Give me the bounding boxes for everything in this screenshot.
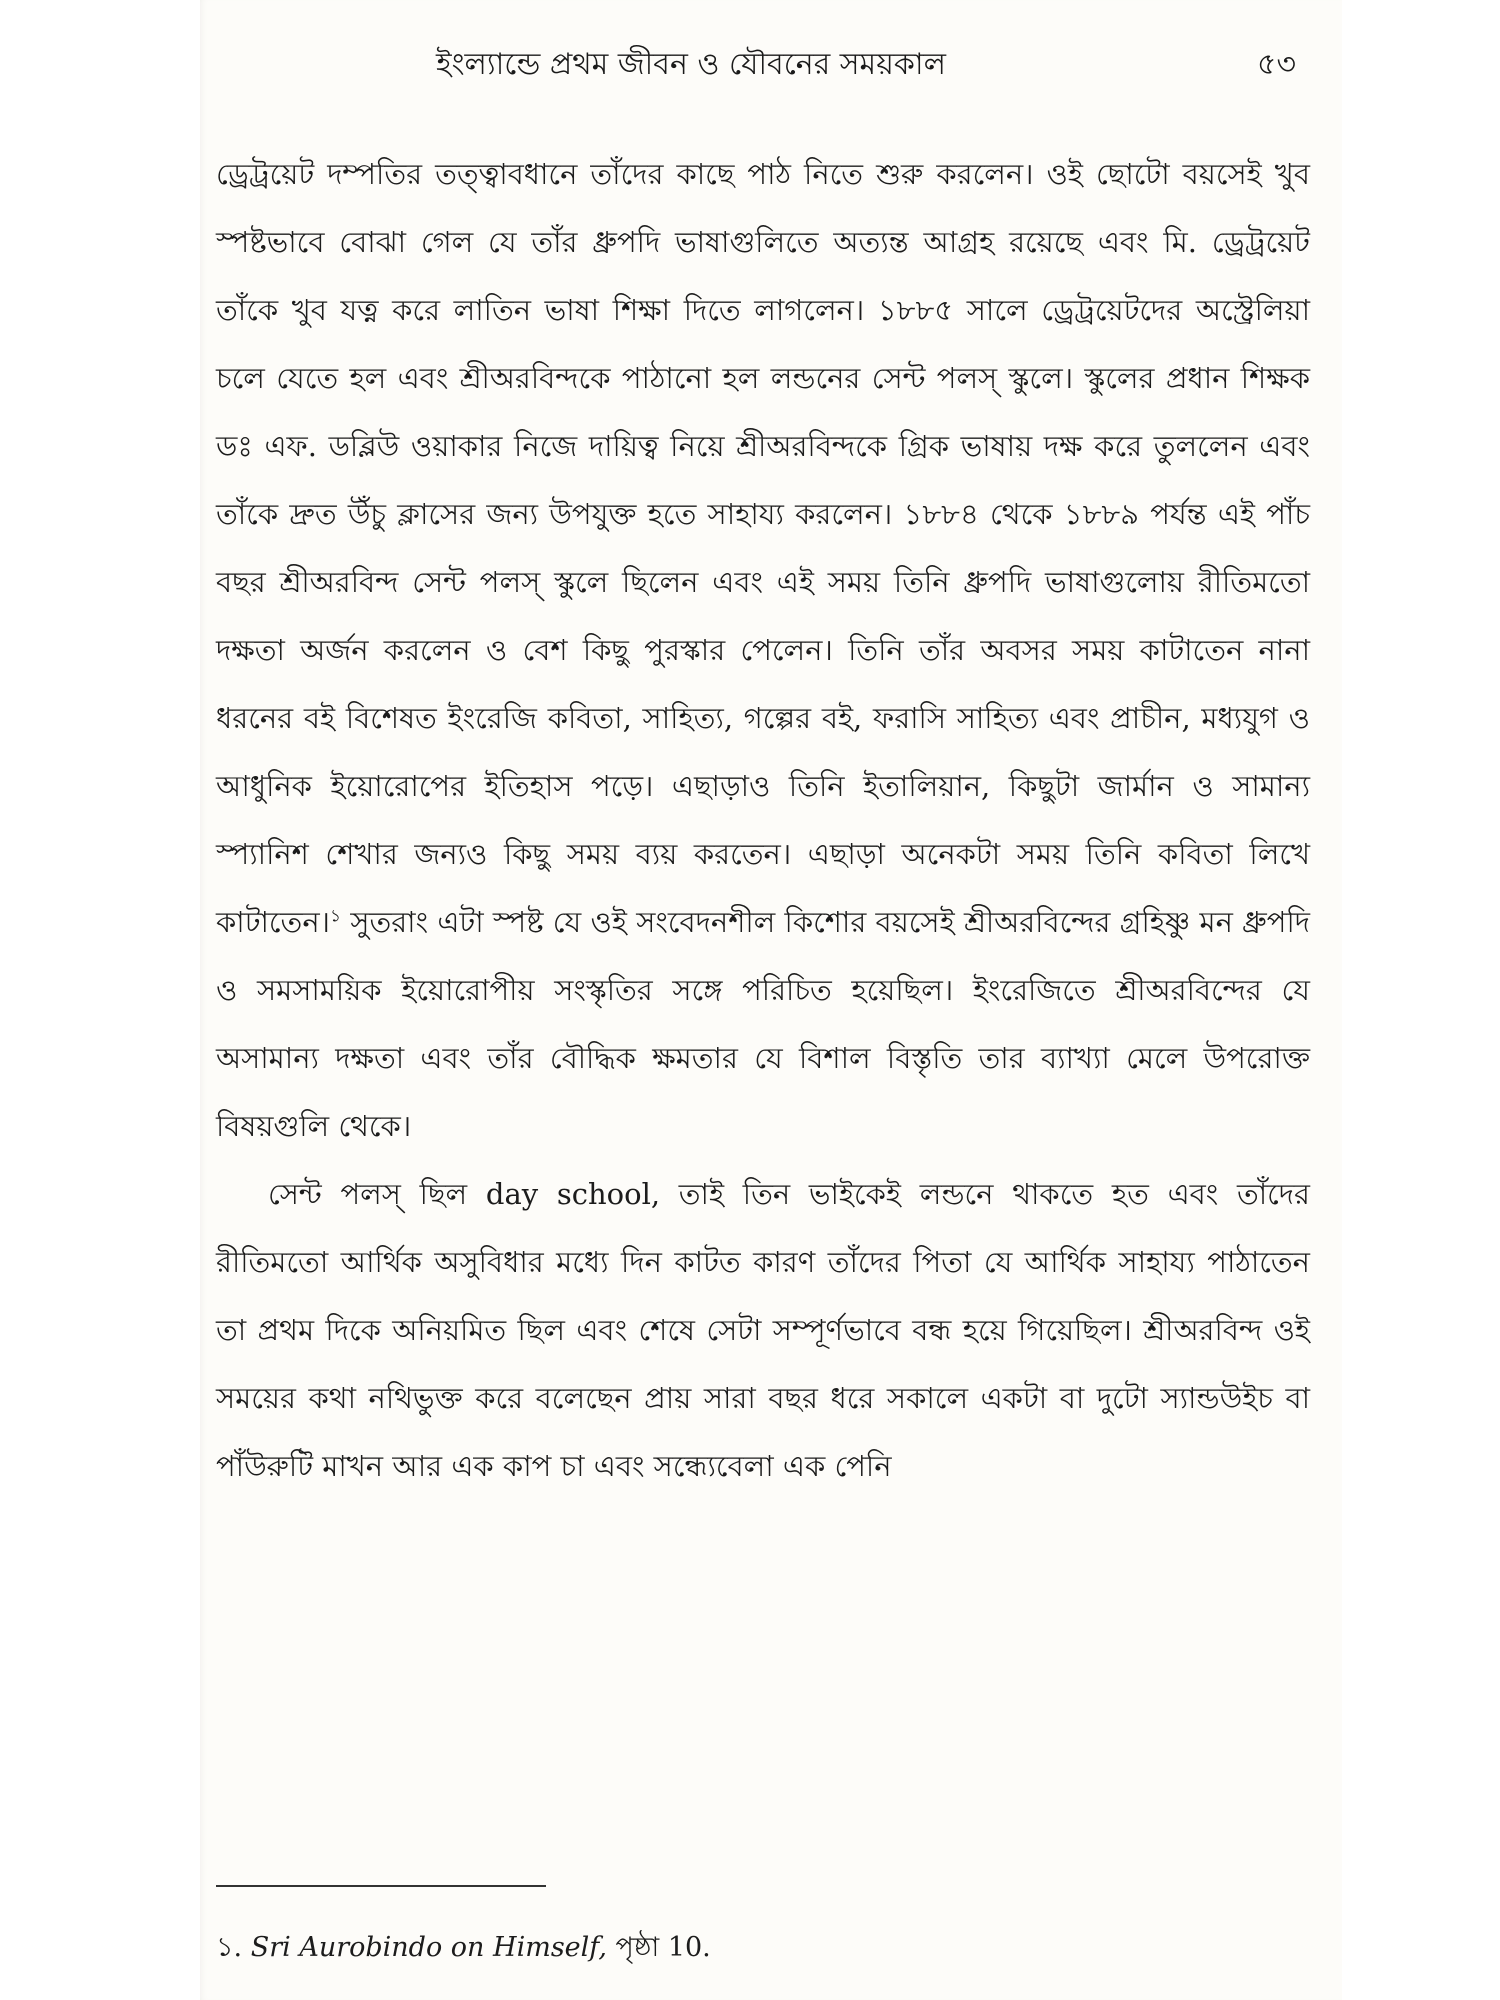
body-text [216,140,1310,1500]
footnote-page-reference: পৃষ্ঠা 10. [615,1932,711,1963]
footnote-divider [216,1885,546,1887]
paragraph-1-text-before-note: ড্রেট্রয়েট দম্পতির তত্ত্বাবধানে তাঁদের কাছে পাঠ নিতে শুরু করলেন। ওই ছোটো বয়সেই খুব স্পষ্টভাবে বোঝা গেল যে তাঁর ধ্রুপদি ভাষাগুলিতে অত্যন্ত আগ্রহ রয়েছে এবং মি. ড্রেট্রয়েট তাঁকে খুব যত্ন করে লাতিন ভাষা শিক্ষা দিতে লাগলেন। ১৮৮৫ সালে ড্রেট্রয়েটদের অস্ট্রেলিয়া চলে যেতে হল এবং শ্রীঅরবিন্দকে পাঠানো হল লন্ডনের সেন্ট পলস্ স্কুলে। স্কুলের প্রধান শিক্ষক ডঃ এফ. ডব্লিউ ওয়াকার নিজে দায়িত্ব নিয়ে শ্রীঅরবিন্দকে গ্রিক ভাষায় দক্ষ করে তুললেন এবং তাঁকে দ্রুত উঁচু ক্লাসের জন্য উপযুক্ত হতে সাহায্য করলেন। ১৮৮৪ থেকে ১৮৮৯ পর্যন্ত এই পাঁচ বছর শ্রীঅরবিন্দ সেন্ট পলস্ স্কুলে ছিলেন এবং এই সময় তিনি ধ্রুপদি ভাষাগুলোয় রীতিমতো দক্ষতা অর্জন করলেন ও বেশ কিছু পুরস্কার পেলেন। তিনি তাঁর অবসর সময় কাটাতেন নানা ধরনের বই বিশেষত ইংরেজি কবিতা, সাহিত্য, গল্পের বই, ফরাসি সাহিত্য এবং প্রাচীন, মধ্যযুগ ও আধুনিক ইয়োরোপের ইতিহাস পড়ে। এছাড়াও তিনি ইতালিয়ান, কিছুটা জার্মান ও সামান্য স্প্যানিশ শেখার জন্যও কিছু সময় ব্যয় করতেন। এছাড়া অনেকটা সময় তিনি কবিতা লিখে কাটাতেন। [216,157,1310,939]
running-title: ইংল্যান্ডে প্রথম জীবন ও যৌবনের সময়কাল [436,47,946,82]
footnote-source-title: Sri Aurobindo on Himself, [250,1932,607,1963]
paragraph-1-text-after-note: সুতরাং এটা স্পষ্ট যে ওই সংবেদনশীল কিশোর বয়সেই শ্রীঅরবিন্দের গ্রহিষ্ণু মন ধ্রুপদি ও সমসাময়িক ইয়োরোপীয় সংস্কৃতির সঙ্গে পরিচিত হয়েছিল। ইংরেজিতে শ্রীঅরবিন্দের যে অসামান্য দক্ষতা এবং তাঁর বৌদ্ধিক ক্ষমতার যে বিশাল বিস্তৃতি তার ব্যাখ্যা মেলে উপরোক্ত বিষয়গুলি থেকে। [216,905,1310,1143]
paragraph-1 [216,140,1310,1160]
footnote-number: ১. [216,1932,243,1963]
paragraph-2: সেন্ট পলস্ ছিল day school, তাই তিন ভাইকেই লন্ডনে থাকতে হত এবং তাঁদের রীতিমতো আর্থিক অসুবিধার মধ্যে দিন কাটত কারণ তাঁদের পিতা যে আর্থিক সাহায্য পাঠাতেন তা প্রথম দিকে অনিয়মিত ছিল এবং শেষে সেটা সম্পূর্ণভাবে বন্ধ হয়ে গিয়েছিল। শ্রীঅরবিন্দ ওই সময়ের কথা নথিভুক্ত করে বলেছেন প্রায় সারা বছর ধরে সকালে একটা বা দুটো স্যান্ডউইচ বা পাঁউরুটি মাখন আর এক কাপ চা এবং সন্ধ্যেবেলা এক পেনি [216,1177,1310,1483]
page-header [216,40,1332,90]
footnote [216,1928,1310,1968]
footnote-reference-marker[interactable]: ১ [330,906,342,927]
page-number: ৫৩ [1257,47,1296,82]
